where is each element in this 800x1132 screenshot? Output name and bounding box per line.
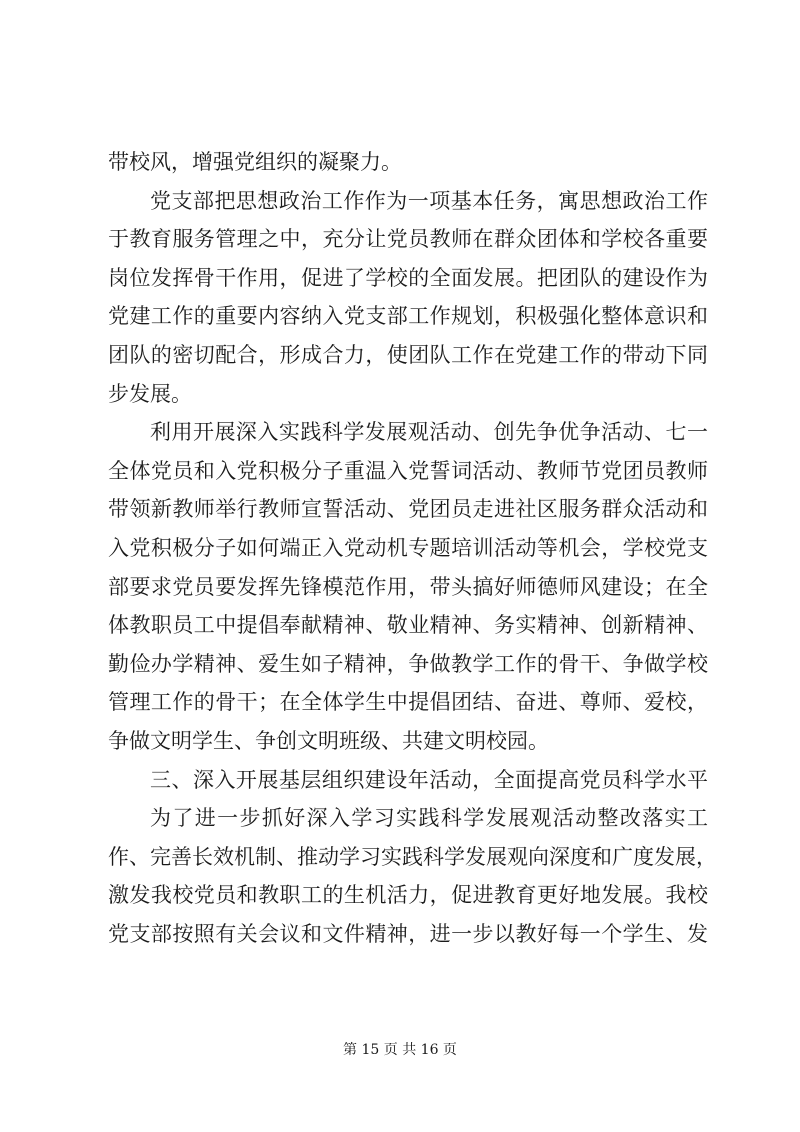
text-line: 部要求党员要发挥先锋模范作用，带头搞好师德师风建设；在全: [108, 574, 708, 599]
text-line: 利用开展深入实践科学发展观活动、创先争优争活动、七一: [150, 420, 708, 445]
text-line: 团队的密切配合，形成合力，使团队工作在党建工作的带动下同: [108, 342, 708, 367]
text-line: 管理工作的骨干；在全体学生中提倡团结、奋进、尊师、爱校，: [108, 690, 708, 715]
text-line: 步发展。: [108, 381, 192, 406]
text-line: 带领新教师举行教师宣誓活动、党团员走进社区服务群众活动和: [108, 497, 708, 522]
page-footer: 第 15 页 共 16 页: [343, 1042, 457, 1058]
text-line: 带校风，增强党组织的凝聚力。: [108, 150, 402, 174]
text-line: 于教育服务管理之中，充分让党员教师在群众团体和学校各重要: [108, 227, 708, 252]
text-line: 争做文明学生、争创文明班级、共建文明校园。: [108, 728, 549, 753]
text-line: 激发我校党员和教职工的生机活力，促进教育更好地发展。我校: [108, 883, 708, 908]
text-line: 三、深入开展基层组织建设年活动，全面提高党员科学水平: [150, 767, 708, 792]
text-line: 岗位发挥骨干作用，促进了学校的全面发展。把团队的建设作为: [108, 265, 708, 290]
text-line: 党支部把思想政治工作作为一项基本任务，寓思想政治工作: [150, 188, 708, 213]
text-line: 体教职员工中提倡奉献精神、敬业精神、务实精神、创新精神、: [108, 613, 708, 638]
text-line: 为了进一步抓好深入学习实践科学发展观活动整改落实工: [150, 806, 708, 831]
text-line: 勤俭办学精神、爱生如子精神，争做教学工作的骨干、争做学校: [108, 651, 708, 676]
text-line: 全体党员和入党积极分子重温入党誓词活动、教师节党团员教师: [108, 458, 708, 483]
text-line: 党建工作的重要内容纳入党支部工作规划，积极强化整体意识和: [108, 304, 708, 329]
text-line: 党支部按照有关会议和文件精神，进一步以教好每一个学生、发: [108, 921, 708, 946]
text-line: 作、完善长效机制、推动学习实践科学发展观向深度和广度发展，: [108, 844, 717, 869]
body-text: [108, 143, 717, 953]
text-line: 入党积极分子如何端正入党动机专题培训活动等机会，学校党支: [108, 535, 708, 560]
